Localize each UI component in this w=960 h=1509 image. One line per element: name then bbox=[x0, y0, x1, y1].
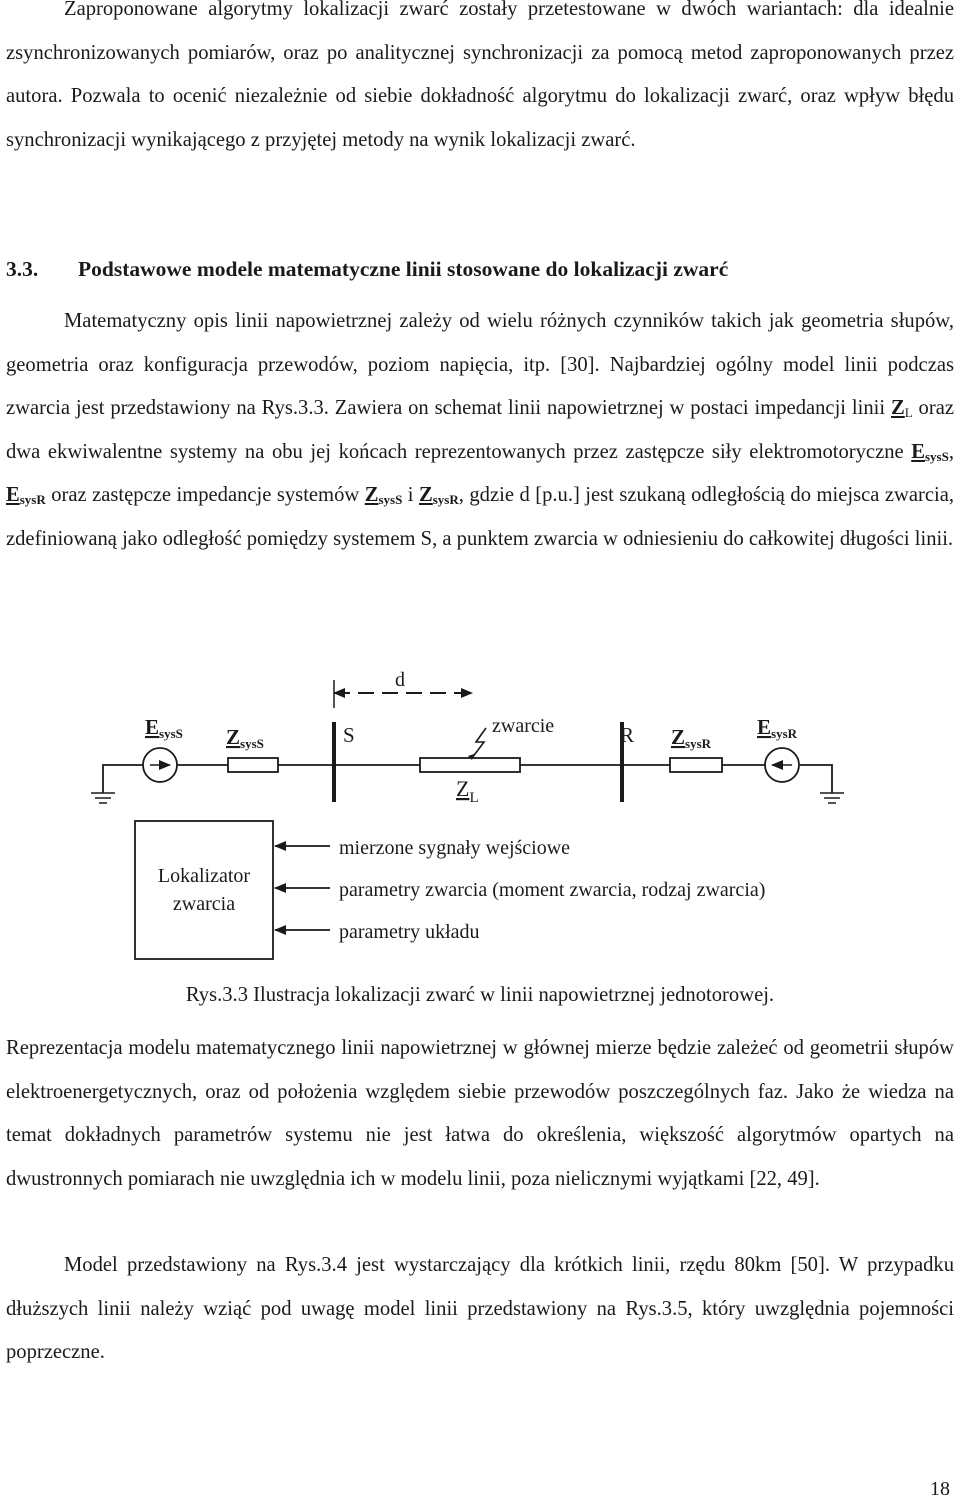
input-label-1: mierzone sygnały wejściowe bbox=[339, 837, 571, 859]
intro-text: Zaproponowane algorytmy lokalizacji zwarć zostały przetestowane w dwóch wariantach: dla idealnie zsynchronizowanych pomiarów, oraz po analitycznej synchronizacji za pomocą metod zaproponowanych przez autora. Pozwala to ocenić niezależnie od siebie dokładność algorytmu do lokalizacji zwarć, oraz wpływ błędu synchronizacji wynikającego z przyjętej metody na wynik lokalizacji zwarć. bbox=[6, 0, 954, 151]
source-s-icon bbox=[143, 748, 177, 782]
section-number: 3.3. bbox=[6, 257, 39, 281]
ground-symbol-right bbox=[820, 793, 844, 803]
section-heading bbox=[6, 248, 954, 291]
locator-box bbox=[135, 821, 273, 959]
label-r: R bbox=[620, 723, 635, 747]
label-zl bbox=[456, 776, 479, 806]
model-scope-paragraph: Model przedstawiony na Rys.3.4 jest wystarczający dla krótkich linii, rzędu 80km [50]. W przypadku dłuższych linii należy wziąć pod uwagę model linii przedstawiony na Rys.3.5, który uwzględnia pojemności poprzeczne. bbox=[6, 1254, 954, 1363]
symbol-esyss-sub: sysS bbox=[924, 448, 949, 464]
text-run: , gdzie d [p.u.] jest szukaną odległością do miejsca zwarcia, zdefiniowaną jako odległość pomiędzy systemem S, a punktem zwarcia w odniesieniu do całkowitej długości linii. bbox=[6, 484, 954, 550]
page-number: 18 bbox=[930, 1478, 950, 1500]
impedance-zsysr bbox=[670, 758, 722, 772]
locator-label-line2: zwarcia bbox=[172, 893, 236, 915]
label-zl-sub: L bbox=[469, 790, 479, 806]
distance-label: d bbox=[395, 669, 405, 691]
symbol-esysr: E bbox=[6, 484, 20, 506]
label-zl-main: Z bbox=[456, 776, 470, 801]
symbol-zsysr: Z bbox=[419, 484, 433, 506]
label-s: S bbox=[343, 723, 355, 747]
text-run: oraz zastępcze impedancje systemów bbox=[45, 484, 365, 506]
impedance-zsyss bbox=[228, 758, 278, 772]
symbol-zl: Z bbox=[890, 397, 905, 419]
model-description-paragraph bbox=[6, 300, 954, 561]
label-esysr-sub: sysR bbox=[771, 726, 798, 741]
symbol-esysr-sub: sysR bbox=[19, 492, 46, 507]
ground-symbol-left bbox=[91, 793, 115, 803]
text-run: i bbox=[402, 484, 419, 506]
symbol-zsyss-sub: sysS bbox=[378, 492, 403, 507]
label-zsyss bbox=[226, 725, 264, 751]
figure-caption: Rys.3.3 Ilustracja lokalizacji zwarć w linii napowietrznej jednotorowej. bbox=[185, 984, 775, 1006]
label-zsysr-main: Z bbox=[671, 725, 686, 749]
label-zsysr bbox=[671, 725, 712, 751]
symbol-esyss: E bbox=[911, 440, 925, 463]
model-representation-paragraph: Reprezentacja modelu matematycznego linii napowietrznej w głównej mierze będzie zależeć od geometrii słupów elektroenergetycznych, oraz od położenia względem siebie przewodów poszczególnych faz. Jako że wiedza na temat dokładnych parametrów systemu nie jest łatwa do określenia, większość algorytmów opartych na dwustronnych pomiarach nie uwzględnia ich w modelu linii, poza nielicznymi wyjątkami [22, 49]. bbox=[6, 1037, 954, 1190]
symbol-zsysr-sub: sysR bbox=[432, 492, 459, 507]
label-esyss-main: E bbox=[145, 715, 160, 739]
source-r-icon bbox=[765, 748, 799, 782]
label-esysr-main: E bbox=[757, 715, 772, 739]
left-ground-wire bbox=[103, 765, 143, 793]
text-run: , bbox=[948, 440, 954, 463]
fault-icon bbox=[468, 728, 486, 760]
locator-label-line1: Lokalizator bbox=[157, 865, 251, 887]
right-ground-wire bbox=[800, 765, 832, 793]
input-label-3: parametry układu bbox=[339, 921, 480, 943]
fault-label: zwarcie bbox=[492, 715, 555, 737]
label-zsyss-sub: sysS bbox=[240, 736, 264, 751]
impedance-zl bbox=[420, 758, 520, 772]
section-title: Podstawowe modele matematyczne linii stosowane do lokalizacji zwarć bbox=[78, 257, 729, 281]
symbol-zl-sub: L bbox=[904, 405, 913, 420]
fault-location-diagram bbox=[0, 650, 960, 980]
text-run: oraz dwa ekwiwalentne systemy na obu jej końcach reprezentowanych przez zastępcze siły elektromotoryczne bbox=[6, 397, 954, 463]
label-zsyss-main: Z bbox=[226, 725, 241, 749]
label-esyss bbox=[145, 715, 183, 741]
label-zsysr-sub: sysR bbox=[685, 736, 712, 751]
input-label-2: parametry zwarcia (moment zwarcia, rodzaj zwarcia) bbox=[339, 879, 766, 901]
text-run: Matematyczny opis linii napowietrznej zależy od wielu różnych czynników takich jak geometria słupów, geometria oraz konfiguracja przewodów, poziom napięcia, itp. [30]. Najbardziej ogólny model linii podczas zwarcia jest przedstawiony na Rys.3.3. Zawiera on schemat linii napowietrznej w postaci impedancji linii bbox=[6, 310, 954, 419]
label-esyss-sub: sysS bbox=[159, 726, 183, 741]
label-esysr bbox=[757, 715, 798, 741]
symbol-zsyss: Z bbox=[364, 484, 379, 506]
intro-paragraph bbox=[6, 0, 954, 162]
